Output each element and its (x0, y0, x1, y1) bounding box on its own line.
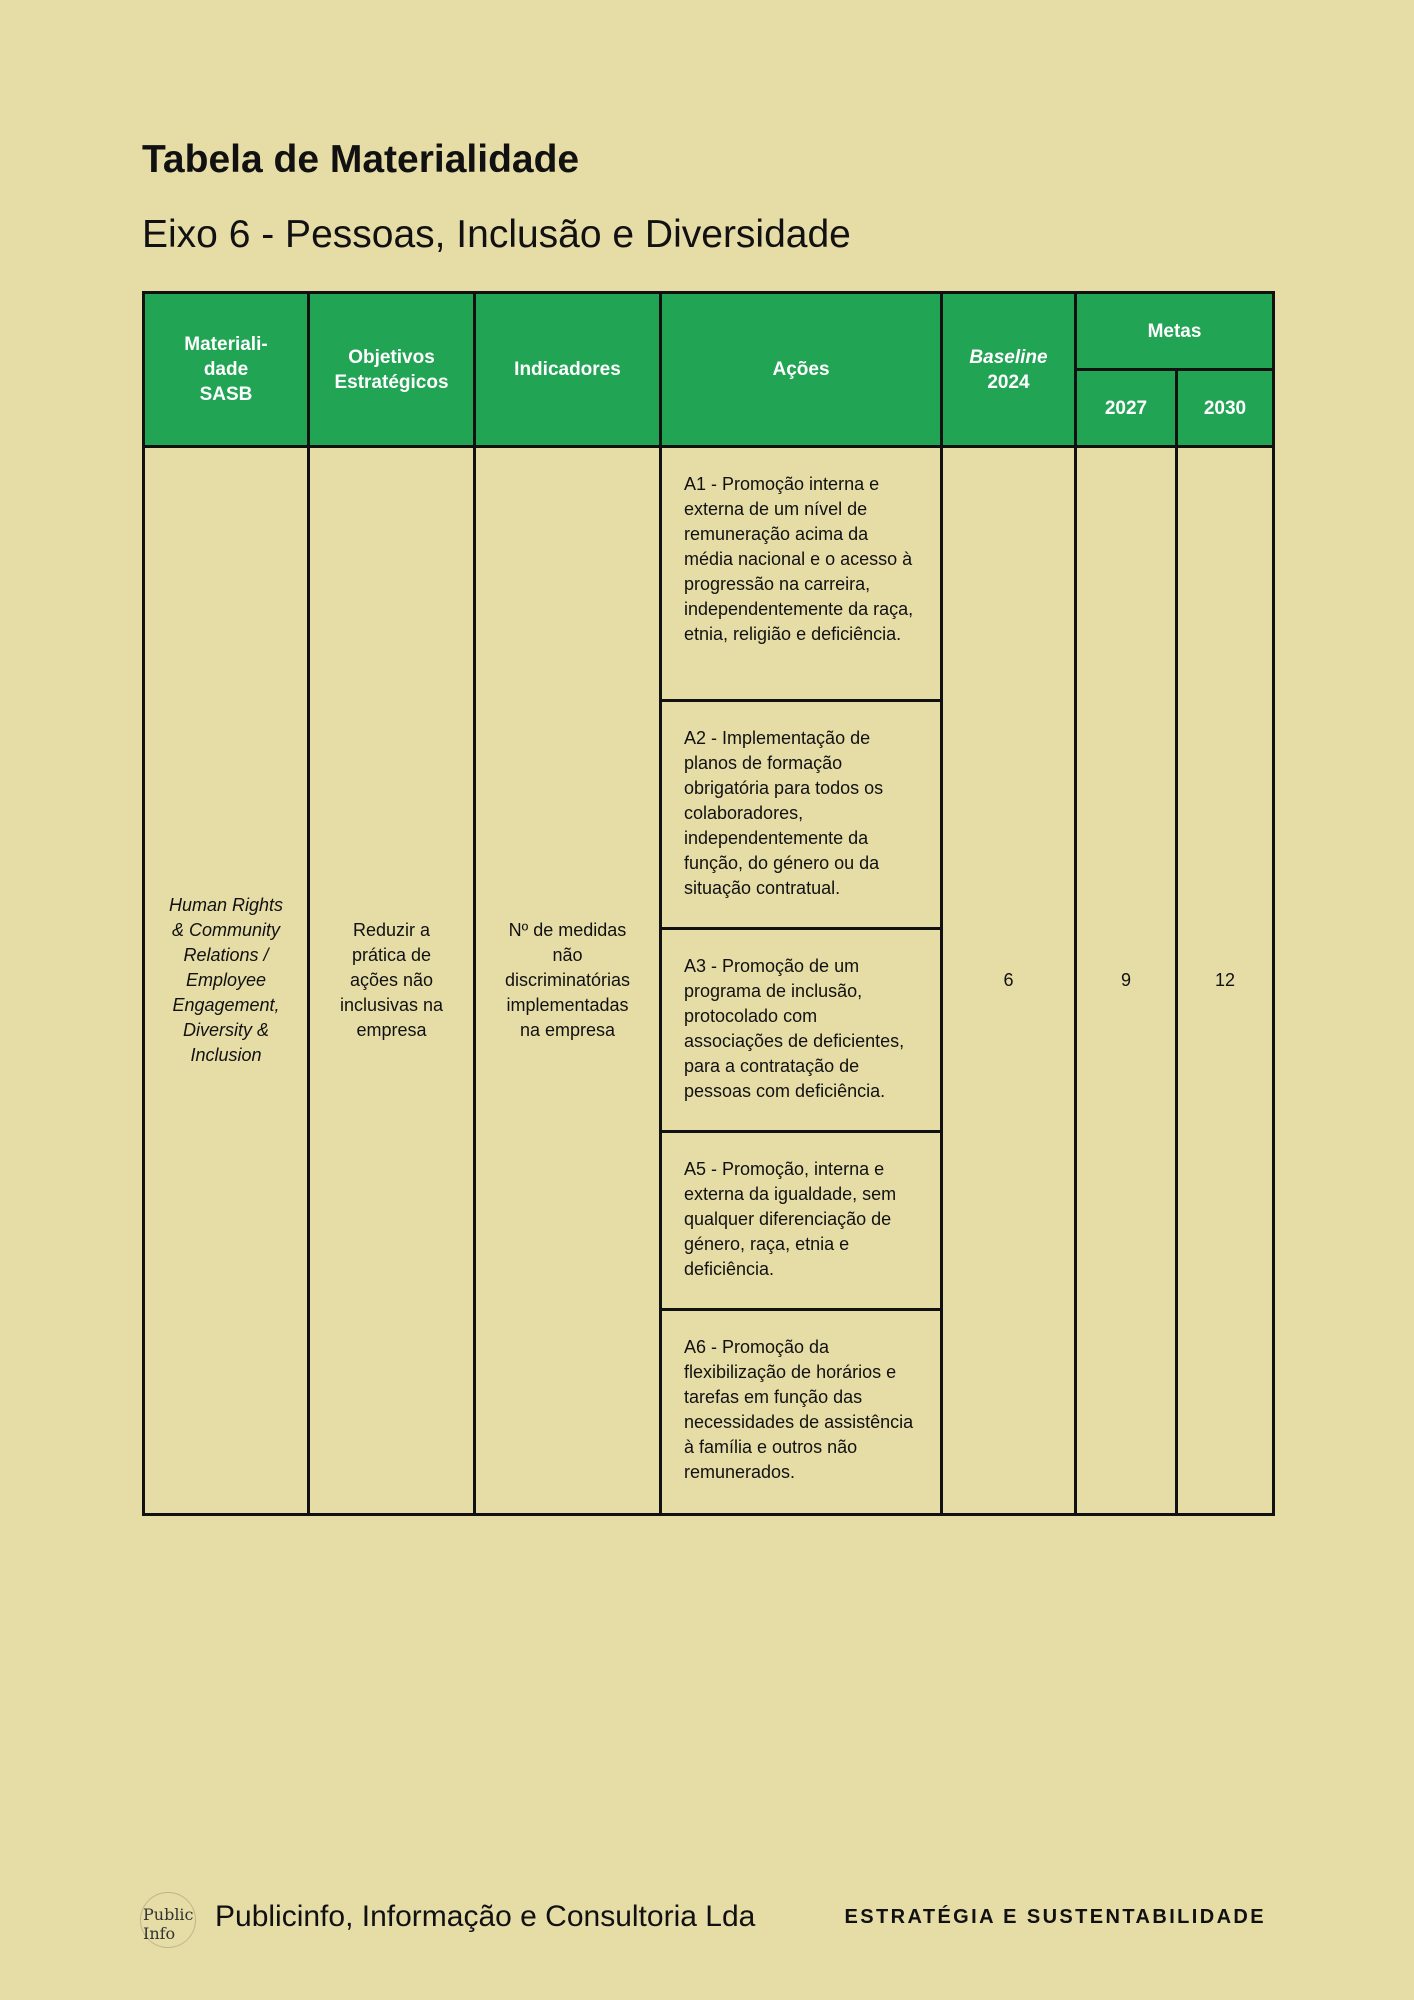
header-materialidade: Materiali- dade SASB (144, 293, 309, 447)
cell-materialidade: Human Rights & Community Relations / Employee Engagement, Diversity & Inclusion (144, 447, 309, 1515)
cell-acao-a2: A2 - Implementação de planos de formação obrigatória para todos os colaboradores, independentemente da função, do género ou da situação contratual. (661, 701, 942, 929)
cell-indicador: Nº de medidas não discriminatórias implementadas na empresa (475, 447, 661, 1515)
cell-meta-2030: 12 (1177, 447, 1274, 1515)
materiality-table (142, 291, 1275, 1516)
cell-acao-a1: A1 - Promoção interna e externa de um nível de remuneração acima da média nacional e o acesso à progressão na carreira, independentemente da raça, etnia, religião e deficiência. (661, 447, 942, 701)
header-metas-2030: 2030 (1177, 370, 1274, 447)
header-objetivos: Objetivos Estratégicos (309, 293, 475, 447)
cell-objetivo: Reduzir a prática de ações não inclusivas na empresa (309, 447, 475, 1515)
header-indicadores: Indicadores (475, 293, 661, 447)
footer-company-name: Publicinfo, Informação e Consultoria Lda (215, 1900, 756, 1933)
header-metas-2027: 2027 (1076, 370, 1177, 447)
cell-baseline: 6 (942, 447, 1076, 1515)
cell-acao-a6: A6 - Promoção da flexibilização de horários e tarefas em função das necessidades de assistência à família e outros não remunerados. (661, 1310, 942, 1515)
table-row (144, 447, 1274, 701)
publicinfo-logo: Public Info (140, 1892, 196, 1948)
cell-acao-a3: A3 - Promoção de um programa de inclusão, protocolado com associações de deficientes, para a contratação de pessoas com deficiência. (661, 929, 942, 1132)
page-subtitle: Eixo 6 - Pessoas, Inclusão e Diversidade (142, 213, 851, 256)
header-baseline: Baseline 2024 (942, 293, 1076, 447)
cell-meta-2027: 9 (1076, 447, 1177, 1515)
header-acoes: Ações (661, 293, 942, 447)
header-metas: Metas (1076, 293, 1274, 370)
page-title: Tabela de Materialidade (142, 138, 580, 181)
cell-acao-a5: A5 - Promoção, interna e externa da igualdade, sem qualquer diferenciação de género, raça, etnia e deficiência. (661, 1132, 942, 1310)
footer-section-label: ESTRATÉGIA E SUSTENTABILIDADE (844, 1906, 1266, 1928)
